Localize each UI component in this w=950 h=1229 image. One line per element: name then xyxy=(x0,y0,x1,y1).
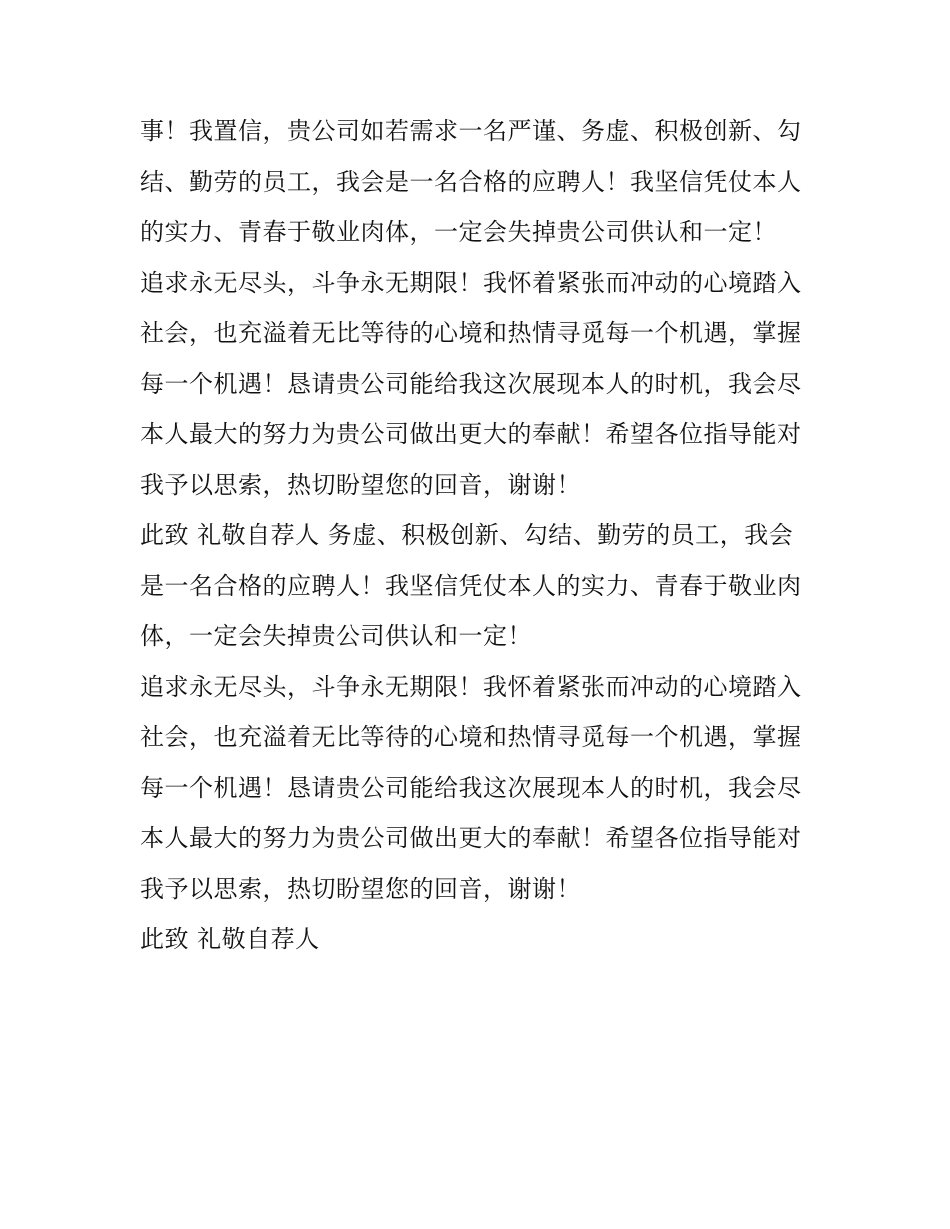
text-line: 社会，也充溢着无比等待的心境和热情寻觅每一个机遇，掌握 xyxy=(140,723,802,751)
text-line: 的实力、青春于敬业肉体，一定会失掉贵公司供认和一定！ xyxy=(140,218,777,246)
text-line: 追求永无尽头，斗争永无期限！我怀着紧张而冲动的心境踏入 xyxy=(140,268,802,297)
text-line: 是一名合格的应聘人！我坚信凭仗本人的实力、青春于敬业肉 xyxy=(140,571,802,600)
text-line: 此致 礼敬自荐人 务虚、积极创新、勾结、勤劳的员工，我会 xyxy=(140,521,794,549)
text-line: 结、勤劳的员工，我会是一名合格的应聘人！我坚信凭仗本人 xyxy=(140,167,802,196)
text-line: 每一个机遇！恳请贵公司能给我这次展现本人的时机，我会尽 xyxy=(140,369,802,398)
text-line: 事！我置信，贵公司如若需求一名严谨、务虚、积极创新、勾 xyxy=(140,117,802,145)
text-line: 每一个机遇！恳请贵公司能给我这次展现本人的时机，我会尽 xyxy=(140,773,802,802)
letter-body xyxy=(140,106,820,965)
text-line: 我予以思索，热切盼望您的回音，谢谢！ xyxy=(140,874,581,903)
text-line: 本人最大的努力为贵公司做出更大的奉献！希望各位指导能对 xyxy=(140,824,802,852)
text-line: 本人最大的努力为贵公司做出更大的奉献！希望各位指导能对 xyxy=(140,420,802,448)
text-line: 社会，也充溢着无比等待的心境和热情寻觅每一个机遇，掌握 xyxy=(140,319,802,347)
text-line: 追求永无尽头，斗争永无期限！我怀着紧张而冲动的心境踏入 xyxy=(140,672,802,701)
text-line: 我予以思索，热切盼望您的回音，谢谢！ xyxy=(140,470,581,499)
closing-line: 此致 礼敬自荐人 xyxy=(140,925,320,953)
text-line: 体，一定会失掉贵公司供认和一定！ xyxy=(140,622,532,650)
